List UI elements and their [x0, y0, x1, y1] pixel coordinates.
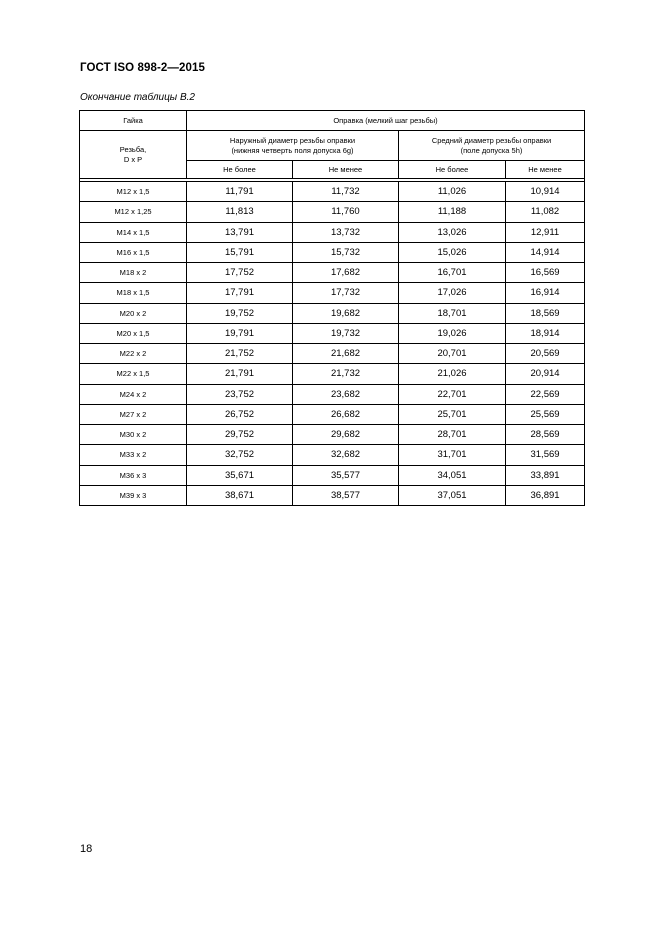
cell-pitch-min: 33,891: [506, 465, 585, 485]
cell-outer-min: 32,682: [293, 445, 399, 465]
table-row: [80, 404, 585, 424]
cell-pitch-min: 20,914: [506, 364, 585, 384]
cell-pitch-max: 18,701: [399, 303, 506, 323]
cell-outer-max: 15,791: [187, 242, 293, 262]
cell-outer-max: 23,752: [187, 384, 293, 404]
table-row: [80, 303, 585, 323]
header-thread-text: Резьба, D x P: [119, 144, 147, 164]
table-row: [80, 485, 585, 505]
cell-pitch-min: 10,914: [506, 182, 585, 202]
cell-pitch-min: 12,911: [506, 222, 585, 242]
cell-outer-min: 21,732: [293, 364, 399, 384]
cell-thread: M36 x 3: [80, 465, 187, 485]
header-pitch-min: Не менее: [506, 161, 585, 179]
cell-thread: M20 x 2: [80, 303, 187, 323]
cell-outer-min: 23,682: [293, 384, 399, 404]
table-row: [80, 384, 585, 404]
cell-outer-min: 11,760: [293, 202, 399, 222]
cell-thread: M30 x 2: [80, 425, 187, 445]
cell-pitch-min: 18,569: [506, 303, 585, 323]
cell-outer-min: 13,732: [293, 222, 399, 242]
header-pitch-diameter: [399, 131, 585, 161]
cell-pitch-max: 11,026: [399, 182, 506, 202]
cell-outer-max: 29,752: [187, 425, 293, 445]
table-head: [80, 111, 585, 182]
cell-outer-max: 11,791: [187, 182, 293, 202]
cell-pitch-min: 31,569: [506, 445, 585, 465]
cell-outer-min: 29,682: [293, 425, 399, 445]
cell-thread: M14 x 1,5: [80, 222, 187, 242]
cell-pitch-max: 22,701: [399, 384, 506, 404]
cell-thread: M12 x 1,25: [80, 202, 187, 222]
cell-pitch-max: 37,051: [399, 485, 506, 505]
header-thread: [80, 131, 187, 179]
cell-thread: M18 x 2: [80, 263, 187, 283]
cell-pitch-max: 34,051: [399, 465, 506, 485]
cell-pitch-min: 25,569: [506, 404, 585, 424]
cell-outer-max: 21,791: [187, 364, 293, 384]
cell-outer-min: 15,732: [293, 242, 399, 262]
table-caption: Окончание таблицы В.2: [80, 92, 195, 103]
cell-outer-max: 19,791: [187, 323, 293, 343]
cell-pitch-min: 22,569: [506, 384, 585, 404]
cell-thread: M39 x 3: [80, 485, 187, 505]
table-body: [80, 182, 585, 506]
table-row: [80, 364, 585, 384]
cell-outer-min: 19,732: [293, 323, 399, 343]
table-row: [80, 465, 585, 485]
cell-thread: M20 x 1,5: [80, 323, 187, 343]
cell-thread: M12 x 1,5: [80, 182, 187, 202]
document-header: ГОСТ ISO 898-2—2015: [80, 62, 205, 74]
cell-thread: M24 x 2: [80, 384, 187, 404]
cell-thread: M22 x 1,5: [80, 364, 187, 384]
cell-outer-max: 19,752: [187, 303, 293, 323]
header-nut: Гайка: [80, 111, 187, 131]
cell-thread: M18 x 1,5: [80, 283, 187, 303]
table-row: [80, 182, 585, 202]
cell-outer-min: 21,682: [293, 344, 399, 364]
cell-pitch-min: 14,914: [506, 242, 585, 262]
cell-outer-max: 13,791: [187, 222, 293, 242]
cell-outer-min: 26,682: [293, 404, 399, 424]
cell-pitch-min: 18,914: [506, 323, 585, 343]
cell-outer-min: 11,732: [293, 182, 399, 202]
cell-outer-min: 17,682: [293, 263, 399, 283]
cell-outer-min: 38,577: [293, 485, 399, 505]
cell-thread: M16 x 1,5: [80, 242, 187, 262]
cell-outer-max: 35,671: [187, 465, 293, 485]
header-outer-max: Не более: [187, 161, 293, 179]
table-row: [80, 263, 585, 283]
header-outer-diameter-text: Наружный диаметр резьбы оправки (нижняя четверть поля допуска 6g): [229, 135, 356, 155]
cell-pitch-min: 28,569: [506, 425, 585, 445]
cell-pitch-max: 28,701: [399, 425, 506, 445]
cell-pitch-max: 25,701: [399, 404, 506, 424]
cell-thread: M22 x 2: [80, 344, 187, 364]
cell-outer-max: 32,752: [187, 445, 293, 465]
cell-outer-min: 17,732: [293, 283, 399, 303]
cell-pitch-max: 20,701: [399, 344, 506, 364]
table-row: [80, 445, 585, 465]
cell-pitch-min: 36,891: [506, 485, 585, 505]
table-row: [80, 222, 585, 242]
cell-pitch-max: 13,026: [399, 222, 506, 242]
cell-pitch-max: 11,188: [399, 202, 506, 222]
header-pitch-diameter-text: Средний диаметр резьбы оправки (поле допуска 5h): [431, 135, 552, 155]
cell-outer-max: 17,752: [187, 263, 293, 283]
cell-pitch-max: 16,701: [399, 263, 506, 283]
table-row: [80, 242, 585, 262]
table-row: [80, 344, 585, 364]
header-outer-min: Не менее: [293, 161, 399, 179]
table-row: [80, 425, 585, 445]
cell-outer-min: 35,577: [293, 465, 399, 485]
cell-outer-max: 26,752: [187, 404, 293, 424]
cell-pitch-max: 19,026: [399, 323, 506, 343]
cell-thread: M33 x 2: [80, 445, 187, 465]
header-mandrel: Оправка (мелкий шаг резьбы): [187, 111, 585, 131]
header-outer-diameter: [187, 131, 399, 161]
page-number: 18: [80, 843, 93, 855]
header-pitch-max: Не более: [399, 161, 506, 179]
cell-outer-max: 11,813: [187, 202, 293, 222]
table-row: [80, 283, 585, 303]
cell-pitch-max: 15,026: [399, 242, 506, 262]
cell-pitch-max: 31,701: [399, 445, 506, 465]
cell-outer-max: 17,791: [187, 283, 293, 303]
cell-outer-max: 38,671: [187, 485, 293, 505]
cell-pitch-min: 11,082: [506, 202, 585, 222]
cell-pitch-max: 17,026: [399, 283, 506, 303]
cell-pitch-min: 16,569: [506, 263, 585, 283]
cell-thread: M27 x 2: [80, 404, 187, 424]
thread-table: [79, 110, 585, 506]
table-row: [80, 323, 585, 343]
cell-pitch-min: 20,569: [506, 344, 585, 364]
cell-outer-max: 21,752: [187, 344, 293, 364]
cell-outer-min: 19,682: [293, 303, 399, 323]
cell-pitch-min: 16,914: [506, 283, 585, 303]
cell-pitch-max: 21,026: [399, 364, 506, 384]
table-row: [80, 202, 585, 222]
